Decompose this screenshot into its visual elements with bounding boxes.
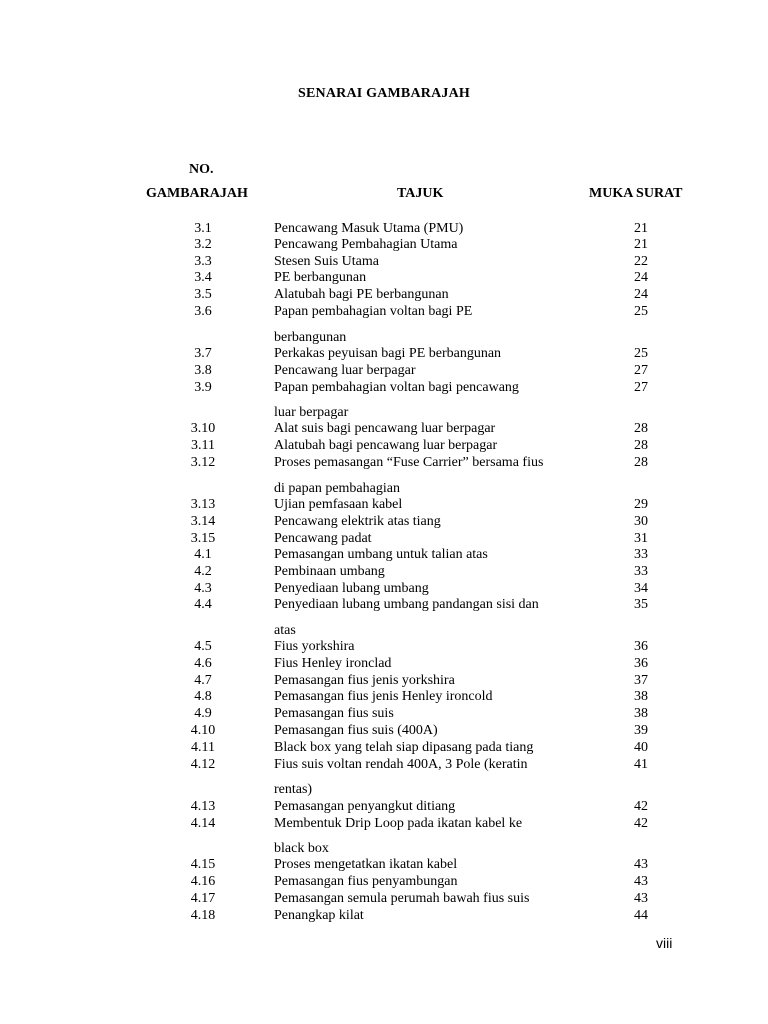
- header-no: NO.: [189, 162, 214, 177]
- figure-page: 24: [634, 287, 648, 302]
- figure-title: Papan pembahagian voltan bagi pencawang: [274, 380, 519, 395]
- figure-page: 25: [634, 304, 648, 319]
- figure-row: [0, 874, 768, 891]
- figure-page: 41: [634, 757, 648, 772]
- figure-row: [0, 673, 768, 690]
- figure-row: [0, 639, 768, 656]
- figure-title: Fius suis voltan rendah 400A, 3 Pole (keratin: [274, 757, 528, 772]
- figure-page: 38: [634, 706, 648, 721]
- figure-title: Alatubah bagi pencawang luar berpagar: [274, 438, 498, 453]
- figure-page: 25: [634, 346, 648, 361]
- figure-number: 4.10: [190, 723, 216, 738]
- figure-page: 38: [634, 689, 648, 704]
- figure-row: [0, 363, 768, 380]
- header-tajuk: TAJUK: [397, 186, 444, 201]
- figure-row: [0, 757, 768, 774]
- figure-title: Ujian pemfasaan kabel: [274, 497, 403, 512]
- figure-row: [0, 497, 768, 514]
- figure-title: Alatubah bagi PE berbangunan: [274, 287, 449, 302]
- figure-title: Pemasangan umbang untuk talian atas: [274, 547, 488, 562]
- figure-page: 30: [634, 514, 648, 529]
- figure-page: 43: [634, 857, 648, 872]
- figure-number: 4.5: [194, 639, 212, 654]
- figure-page: 35: [634, 597, 648, 612]
- figure-title: Stesen Suis Utama: [274, 254, 379, 269]
- figure-title: Proses mengetatkan ikatan kabel: [274, 857, 458, 872]
- figure-title: Membentuk Drip Loop pada ikatan kabel ke: [274, 816, 523, 831]
- figure-number: 4.16: [190, 874, 216, 889]
- figure-title: Pemasangan fius jenis Henley ironcold: [274, 689, 493, 704]
- figure-number: 4.3: [194, 581, 212, 596]
- figure-number: 3.3: [194, 254, 212, 269]
- figure-page: 42: [634, 799, 648, 814]
- figure-number: 3.15: [190, 531, 216, 546]
- figure-page: 28: [634, 421, 648, 436]
- figure-row: [0, 287, 768, 304]
- figure-row: [0, 623, 768, 640]
- figure-row: [0, 346, 768, 363]
- figure-row: [0, 455, 768, 472]
- figure-title: Alat suis bagi pencawang luar berpagar: [274, 421, 496, 436]
- figure-row: [0, 531, 768, 548]
- figure-title: di papan pembahagian: [274, 481, 400, 496]
- figure-page: 33: [634, 547, 648, 562]
- figure-page: 33: [634, 564, 648, 579]
- figure-number: 3.14: [190, 514, 216, 529]
- figure-title: Pemasangan penyangkut ditiang: [274, 799, 456, 814]
- figure-number: 4.15: [190, 857, 216, 872]
- figure-page: 43: [634, 874, 648, 889]
- figure-title: Penyediaan lubang umbang: [274, 581, 429, 596]
- figure-page: 40: [634, 740, 648, 755]
- figure-page: 36: [634, 639, 648, 654]
- figure-row: [0, 254, 768, 271]
- figure-page: 43: [634, 891, 648, 906]
- figure-title: luar berpagar: [274, 405, 349, 420]
- figure-row: [0, 438, 768, 455]
- figure-title: PE berbangunan: [274, 270, 367, 285]
- figure-row: [0, 380, 768, 397]
- figure-title: Pemasangan semula perumah bawah fius suis: [274, 891, 530, 906]
- figure-row: [0, 405, 768, 422]
- page-number: viii: [656, 935, 673, 951]
- page-title: SENARAI GAMBARAJAH: [298, 86, 470, 101]
- figure-number: 3.5: [194, 287, 212, 302]
- figure-page: 27: [634, 380, 648, 395]
- figure-number: 4.14: [190, 816, 216, 831]
- figure-number: 3.9: [194, 380, 212, 395]
- figure-number: 4.4: [194, 597, 212, 612]
- figure-number: 4.17: [190, 891, 216, 906]
- figure-title: Fius Henley ironclad: [274, 656, 392, 671]
- figure-row: [0, 330, 768, 347]
- figure-page: 44: [634, 908, 648, 923]
- figure-number: 3.1: [194, 221, 212, 236]
- figure-title: Pemasangan fius jenis yorkshira: [274, 673, 455, 688]
- figure-row: [0, 421, 768, 438]
- figure-page: 42: [634, 816, 648, 831]
- figure-row: [0, 597, 768, 614]
- figure-title: Pencawang padat: [274, 531, 372, 546]
- figure-page: 24: [634, 270, 648, 285]
- figure-row: [0, 740, 768, 757]
- figure-title: Fius yorkshira: [274, 639, 355, 654]
- figure-row: [0, 857, 768, 874]
- figure-title: Perkakas peyuisan bagi PE berbangunan: [274, 346, 502, 361]
- figure-number: 4.13: [190, 799, 216, 814]
- figure-number: 3.4: [194, 270, 212, 285]
- figure-row: [0, 799, 768, 816]
- header-gambarajah: GAMBARAJAH: [146, 186, 248, 201]
- figure-number: 3.6: [194, 304, 212, 319]
- figure-row: [0, 706, 768, 723]
- figure-number: 3.10: [190, 421, 216, 436]
- figure-page: 28: [634, 455, 648, 470]
- figure-row: [0, 514, 768, 531]
- figure-row: [0, 481, 768, 498]
- figure-number: 3.2: [194, 237, 212, 252]
- figure-row: [0, 581, 768, 598]
- figure-row: [0, 270, 768, 287]
- figure-title: Pemasangan fius suis: [274, 706, 394, 721]
- figure-row: [0, 908, 768, 925]
- figure-row: [0, 841, 768, 858]
- figure-row: [0, 237, 768, 254]
- figure-number: 4.7: [194, 673, 212, 688]
- figure-page: 37: [634, 673, 648, 688]
- figure-title: Proses pemasangan “Fuse Carrier” bersama fius: [274, 455, 544, 470]
- figure-page: 39: [634, 723, 648, 738]
- figure-title: black box: [274, 841, 329, 856]
- figure-number: 3.7: [194, 346, 212, 361]
- figure-title: Papan pembahagian voltan bagi PE: [274, 304, 473, 319]
- figure-page: 34: [634, 581, 648, 596]
- figure-page: 22: [634, 254, 648, 269]
- figure-row: [0, 547, 768, 564]
- figure-row: [0, 221, 768, 238]
- figure-title: Pembinaan umbang: [274, 564, 385, 579]
- figure-number: 3.13: [190, 497, 216, 512]
- figure-number: 4.12: [190, 757, 216, 772]
- figure-title: Penangkap kilat: [274, 908, 364, 923]
- figure-page: 36: [634, 656, 648, 671]
- figure-page: 21: [634, 221, 648, 236]
- figure-page: 31: [634, 531, 648, 546]
- figure-row: [0, 689, 768, 706]
- figure-page: 27: [634, 363, 648, 378]
- figure-number: 4.8: [194, 689, 212, 704]
- figure-row: [0, 564, 768, 581]
- figure-number: 3.8: [194, 363, 212, 378]
- figure-title: atas: [274, 623, 296, 638]
- figure-title: Pemasangan fius penyambungan: [274, 874, 458, 889]
- figure-page: 21: [634, 237, 648, 252]
- figure-title: Pencawang elektrik atas tiang: [274, 514, 441, 529]
- figure-number: 4.1: [194, 547, 212, 562]
- figure-row: [0, 782, 768, 799]
- figure-page: 28: [634, 438, 648, 453]
- figure-number: 4.9: [194, 706, 212, 721]
- figure-page: 29: [634, 497, 648, 512]
- figure-title: Black box yang telah siap dipasang pada tiang: [274, 740, 534, 755]
- header-muka-surat: MUKA SURAT: [589, 186, 683, 201]
- figure-title: rentas): [274, 782, 313, 797]
- figure-number: 4.18: [190, 908, 216, 923]
- figure-number: 3.11: [191, 438, 215, 453]
- figure-title: Pencawang luar berpagar: [274, 363, 416, 378]
- figure-row: [0, 723, 768, 740]
- figure-row: [0, 891, 768, 908]
- figure-title: Pencawang Masuk Utama (PMU): [274, 221, 464, 236]
- figure-row: [0, 304, 768, 321]
- figure-row: [0, 656, 768, 673]
- figure-title: Pemasangan fius suis (400A): [274, 723, 438, 738]
- figure-number: 4.11: [191, 740, 215, 755]
- figure-number: 4.6: [194, 656, 212, 671]
- figure-title: berbangunan: [274, 330, 347, 345]
- figure-title: Penyediaan lubang umbang pandangan sisi dan: [274, 597, 539, 612]
- figure-number: 3.12: [190, 455, 216, 470]
- figure-title: Pencawang Pembahagian Utama: [274, 237, 458, 252]
- figure-number: 4.2: [194, 564, 212, 579]
- figure-row: [0, 816, 768, 833]
